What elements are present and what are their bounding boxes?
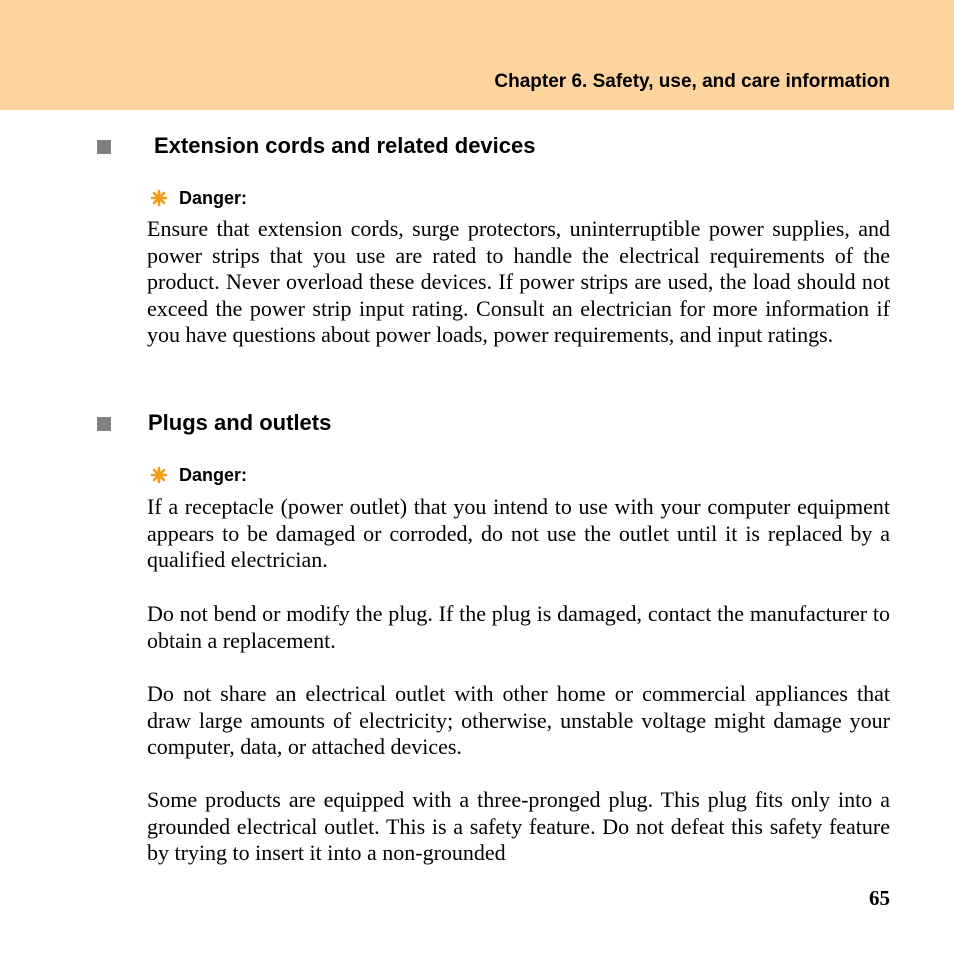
paragraph: Ensure that extension cords, surge protectors, uninterruptible power supplies, and power strips that you use are rated to handle the electrical requirements of the product. Never overload these devices. If power strips are used, the load should not exceed the power strip input rating. Consult an electrician for more information if you have questions about power loads, power requirements, and input ratings. bbox=[147, 216, 890, 348]
paragraph: Do not share an electrical outlet with other home or commercial appliances that draw large amounts of electricity; otherwise, unstable voltage might damage your computer, data, or attached devices. bbox=[147, 681, 890, 760]
section-bullet bbox=[97, 140, 111, 154]
danger-notice bbox=[150, 187, 247, 209]
paragraph: Do not bend or modify the plug. If the plug is damaged, contact the manufacturer to obtain a replacement. bbox=[147, 601, 890, 653]
header-band bbox=[0, 0, 954, 110]
danger-star-icon bbox=[150, 466, 168, 484]
page-number: 65 bbox=[869, 886, 890, 910]
section-bullet bbox=[97, 417, 111, 431]
paragraph: If a receptacle (power outlet) that you intend to use with your computer equipment appears to be damaged or corroded, do not use the outlet until it is replaced by a qualified electrician. bbox=[147, 494, 890, 573]
section-heading-plugs-outlets: Plugs and outlets bbox=[148, 410, 332, 435]
chapter-title: Chapter 6. Safety, use, and care information bbox=[494, 71, 890, 92]
section-heading-extension-cords: Extension cords and related devices bbox=[154, 133, 536, 158]
danger-notice bbox=[150, 464, 247, 486]
paragraph: Some products are equipped with a three-pronged plug. This plug fits only into a grounded electrical outlet. This is a safety feature. Do not defeat this safety feature by trying to insert it into a non-grounded bbox=[147, 787, 890, 866]
danger-label: Danger: bbox=[179, 464, 248, 485]
danger-star-icon bbox=[150, 189, 168, 207]
danger-label: Danger: bbox=[179, 187, 248, 208]
